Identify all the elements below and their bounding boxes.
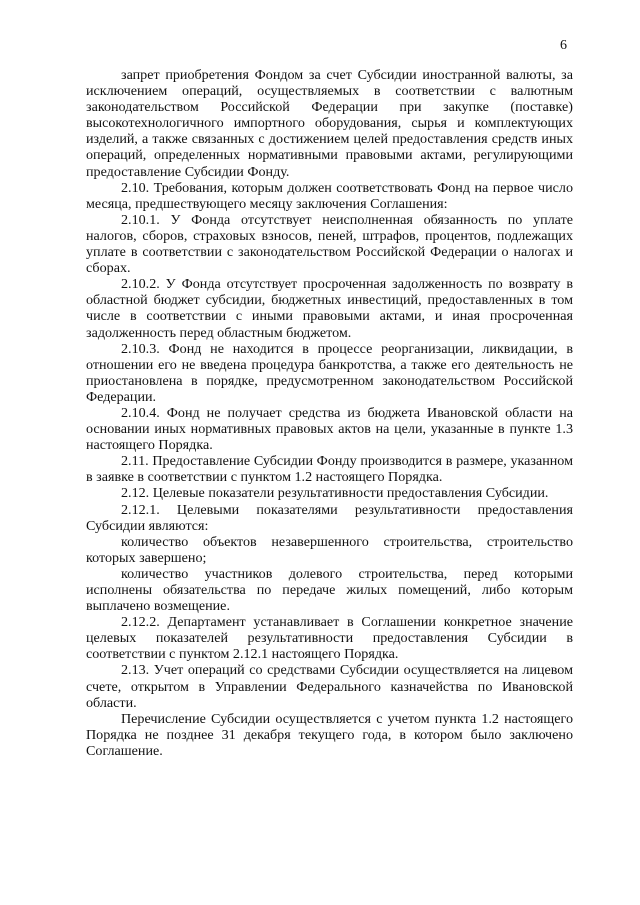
paragraph: 2.11. Предоставление Субсидии Фонду производится в размере, указанном в заявке в соответствии с пунктом 1.2 настоящего Порядка.: [86, 453, 573, 486]
paragraph: 2.13. Учет операций со средствами Субсидии осуществляется на лицевом счете, открытом в Управлении Федерального казначейства по Ивановской области.: [86, 662, 573, 711]
paragraph: запрет приобретения Фондом за счет Субсидии иностранной валюты, за исключением операций, осуществляемых в соответствии с валютным законодательством Российской Федерации при закупке (поставке) высокотехнологичного импортного оборудования, сырья и комплектующих изделий, а также связанных с достижением целей предоставления средств иных операций, определенных нормативными правовыми актами, регулирующими предоставление Субсидии Фонду.: [86, 67, 573, 180]
paragraph: 2.10.3. Фонд не находится в процессе реорганизации, ликвидации, в отношении его не введена процедура банкротства, а также его деятельность не приостановлена в порядке, предусмотренном законодательством Российской Федерации.: [86, 340, 573, 405]
paragraph: 2.12.2. Департамент устанавливает в Соглашении конкретное значение целевых показателей результативности предоставления Субсидии в соответствии с пунктом 2.12.1 настоящего Порядка.: [86, 614, 573, 663]
paragraph: Перечисление Субсидии осуществляется с учетом пункта 1.2 настоящего Порядка не позднее 31 декабря текущего года, в котором было заключено Соглашение.: [86, 710, 573, 759]
paragraph: 2.10.4. Фонд не получает средства из бюджета Ивановской области на основании иных нормативных правовых актов на цели, указанные в пункте 1.3 настоящего Порядка.: [86, 404, 573, 454]
document-body: [86, 67, 573, 759]
paragraph: 2.10.2. У Фонда отсутствует просроченная задолженность по возврату в областной бюджет субсидии, бюджетных инвестиций, предоставленных в том числе в соответствии с иными правовыми актами, и иная просроченная задолженность перед областным бюджетом.: [86, 276, 573, 341]
paragraph: 2.12. Целевые показатели результативности предоставления Субсидии.: [121, 485, 549, 502]
page-number: 6: [560, 38, 567, 53]
paragraph: 2.12.1. Целевыми показателями результативности предоставления Субсидии являются:: [86, 501, 573, 534]
paragraph: 2.10.1. У Фонда отсутствует неисполненная обязанность по уплате налогов, сборов, страховых взносов, пеней, штрафов, процентов, подлежащих уплате в соответствии с законодательством Российской Федерации о налогах и сборах.: [86, 211, 573, 277]
paragraph: 2.10. Требования, которым должен соответствовать Фонд на первое число месяца, предшествующего месяцу заключения Соглашения:: [86, 179, 573, 212]
paragraph: количество объектов незавершенного строительства, строительство которых завершено;: [86, 533, 573, 566]
paragraph: количество участников долевого строительства, перед которыми исполнены обязательства по передаче жилых помещений, либо которым выплачено возмещение.: [86, 565, 573, 615]
